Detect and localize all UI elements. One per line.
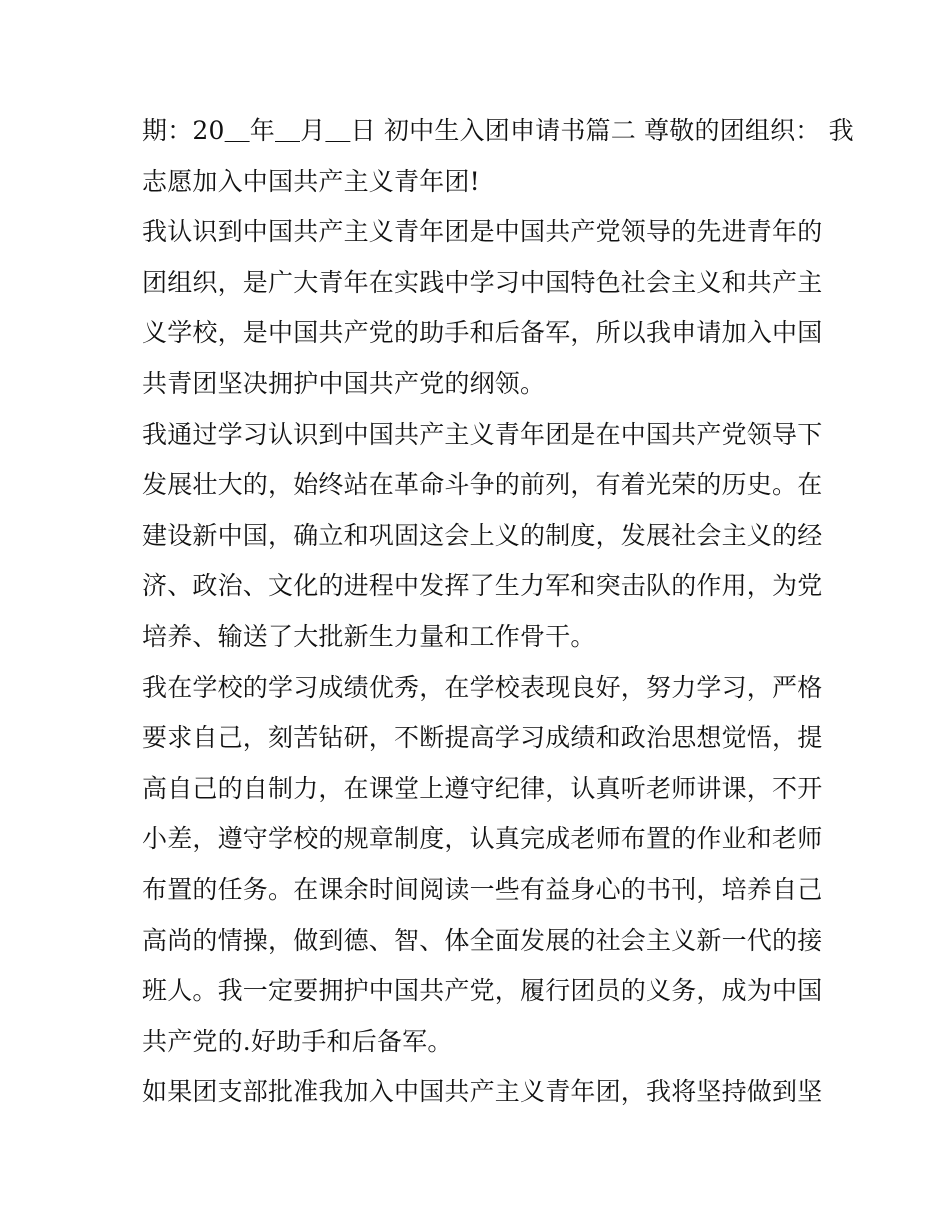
text-line: 济、政治、文化的进程中发挥了生力军和突击队的作用，为党: [142, 571, 823, 601]
text-line: 志愿加入中国共产主义青年团!: [142, 166, 480, 196]
text-line: 义学校，是中国共产党的助手和后备军，所以我申请加入中国: [142, 318, 823, 348]
text-line: 要求自己，刻苦钻研，不断提高学习成绩和政治思想觉悟，提: [142, 723, 823, 753]
text-line: 我在学校的学习成绩优秀，在学校表现良好，努力学习，严格: [142, 672, 823, 702]
text-line: 共青团坚决拥护中国共产党的纲领。: [142, 368, 546, 398]
text-line: 我通过学习认识到中国共产主义青年团是在中国共产党领导下: [142, 419, 823, 449]
text-line: 小差，遵守学校的规章制度，认真完成老师布置的作业和老师: [142, 824, 823, 854]
text-line: 发展壮大的，始终站在革命斗争的前列，有着光荣的历史。在: [142, 470, 823, 500]
text-line: 培养、输送了大批新生力量和工作骨干。: [142, 621, 596, 651]
text-line: 共产党的.好助手和后备军。: [142, 1026, 453, 1056]
document-body: [142, 106, 854, 1118]
text-line: 期：20＿年＿月＿日 初中生入团申请书篇二 尊敬的团组织： 我: [142, 116, 854, 145]
text-line: 团组织，是广大青年在实践中学习中国特色社会主义和共产主: [142, 267, 823, 297]
text-line: 我认识到中国共产主义青年团是中国共产党领导的先进青年的: [142, 217, 823, 247]
text-line: 高自己的自制力，在课堂上遵守纪律，认真听老师讲课，不开: [142, 773, 823, 803]
text-line: 如果团支部批准我加入中国共产主义青年团，我将坚持做到坚: [142, 1077, 823, 1107]
text-line: 高尚的情操，做到德、智、体全面发展的社会主义新一代的接: [142, 925, 823, 955]
text-line: 班人。我一定要拥护中国共产党，履行团员的义务，成为中国: [142, 976, 823, 1006]
text-line: 建设新中国，确立和巩固这会上义的制度，发展社会主义的经: [142, 520, 823, 550]
text-line: 布置的任务。在课余时间阅读一些有益身心的书刊，培养自己: [142, 874, 823, 904]
